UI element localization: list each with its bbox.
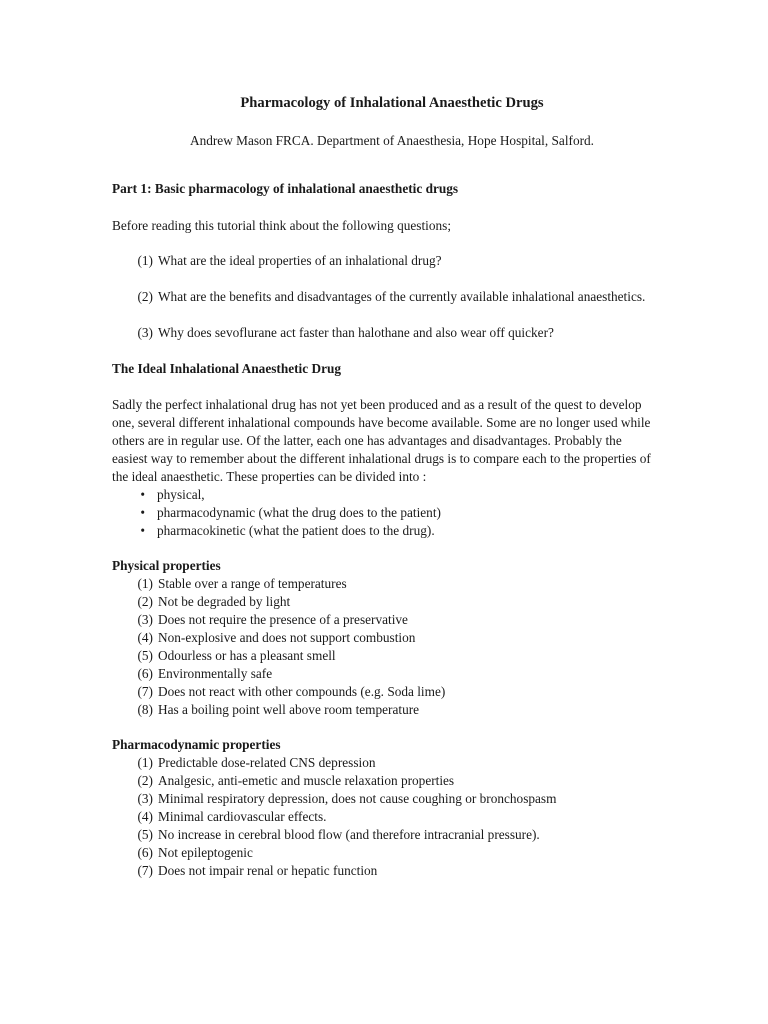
list-number: (7) <box>137 684 153 699</box>
bullet-icon: • <box>140 487 145 502</box>
list-number: (2) <box>137 773 153 788</box>
list-item-text: What are the ideal properties of an inhalational drug? <box>158 253 442 268</box>
list-number: (6) <box>137 666 153 681</box>
list-number: (4) <box>137 630 153 645</box>
list-item <box>112 647 658 665</box>
list-item-text: Minimal respiratory depression, does not cause coughing or bronchospasm <box>158 791 557 806</box>
list-item <box>112 790 658 808</box>
list-number: (7) <box>137 863 153 878</box>
list-item-text: Does not react with other compounds (e.g. Soda lime) <box>158 684 446 699</box>
pharmacodynamic-properties-list <box>112 754 658 880</box>
intro-text: Before reading this tutorial think about the following questions; <box>112 218 452 233</box>
list-number: (1) <box>137 576 153 591</box>
bullet-item <box>112 522 658 540</box>
bullet-item <box>112 504 658 522</box>
list-item-text: Stable over a range of temperatures <box>158 576 347 591</box>
list-item <box>112 252 658 270</box>
document-title: Pharmacology of Inhalational Anaesthetic Drugs <box>240 95 544 111</box>
bullet-text: physical, <box>157 487 205 502</box>
list-number: (3) <box>137 612 153 627</box>
author-line: Andrew Mason FRCA. Department of Anaesthesia, Hope Hospital, Salford. <box>189 133 594 148</box>
list-item-text: Why does sevoflurane act faster than halothane and also wear off quicker? <box>158 325 554 340</box>
list-item-text: Does not impair renal or hepatic function <box>158 863 378 878</box>
physical-properties-heading: Physical properties <box>112 558 221 573</box>
list-item-text: Has a boiling point well above room temperature <box>158 702 420 717</box>
list-item-text: Non-explosive and does not support combustion <box>158 630 416 645</box>
list-item <box>112 826 658 844</box>
list-item <box>112 288 658 306</box>
list-item <box>112 575 658 593</box>
list-item-text: Minimal cardiovascular effects. <box>158 809 327 824</box>
bullet-item <box>112 486 658 504</box>
part-heading: Part 1: Basic pharmacology of inhalational anaesthetic drugs <box>112 181 459 196</box>
section-heading-ideal: The Ideal Inhalational Anaesthetic Drug <box>112 361 342 376</box>
list-item <box>112 701 658 719</box>
list-number: (5) <box>137 648 153 663</box>
list-item-text: Environmentally safe <box>158 666 273 681</box>
list-item <box>112 772 658 790</box>
list-item-text: No increase in cerebral blood flow (and therefore intracranial pressure). <box>158 827 540 842</box>
list-item <box>112 754 658 772</box>
list-item <box>112 862 658 880</box>
list-item-text: Predictable dose-related CNS depression <box>158 755 376 770</box>
list-number: (8) <box>137 702 153 717</box>
bullet-text: pharmacodynamic (what the drug does to the patient) <box>157 505 441 520</box>
list-item-text: Not be degraded by light <box>158 594 291 609</box>
ideal-paragraph: Sadly the perfect inhalational drug has not yet been produced and as a result of the quest to develop one, several different inhalational compounds have become available. Some are no longer used while others are in regular use. Of the latter, each one has advantages and disadvantages. Probably the easiest way to remember about the different inhalational drugs is to compare each to the properties of the ideal anaesthetic. These properties can be divided into : <box>112 397 651 484</box>
list-number: (3) <box>137 791 153 806</box>
list-item-text: Does not require the presence of a preservative <box>158 612 408 627</box>
bullet-icon: • <box>140 505 145 520</box>
list-item <box>112 844 658 862</box>
bullet-text: pharmacokinetic (what the patient does to the drug). <box>157 523 435 538</box>
list-number: (2) <box>137 289 153 304</box>
list-item <box>112 629 658 647</box>
list-item <box>112 593 658 611</box>
questions-list <box>112 252 658 342</box>
list-number: (6) <box>137 845 153 860</box>
list-item <box>112 611 658 629</box>
list-item <box>112 324 658 342</box>
list-number: (5) <box>137 827 153 842</box>
list-number: (1) <box>137 755 153 770</box>
list-number: (3) <box>137 325 153 340</box>
list-item-text: What are the benefits and disadvantages of the currently available inhalational anaesthetics. <box>158 289 646 304</box>
list-item <box>112 808 658 826</box>
bullet-list <box>112 486 658 540</box>
physical-properties-list <box>112 575 658 719</box>
pharmacodynamic-properties-heading: Pharmacodynamic properties <box>112 737 281 752</box>
list-number: (4) <box>137 809 153 824</box>
bullet-icon: • <box>140 523 145 538</box>
list-item-text: Odourless or has a pleasant smell <box>158 648 336 663</box>
list-item-text: Not epileptogenic <box>158 845 253 860</box>
list-number: (2) <box>137 594 153 609</box>
list-number: (1) <box>137 253 153 268</box>
list-item-text: Analgesic, anti-emetic and muscle relaxation properties <box>158 773 455 788</box>
list-item <box>112 665 658 683</box>
list-item <box>112 683 658 701</box>
